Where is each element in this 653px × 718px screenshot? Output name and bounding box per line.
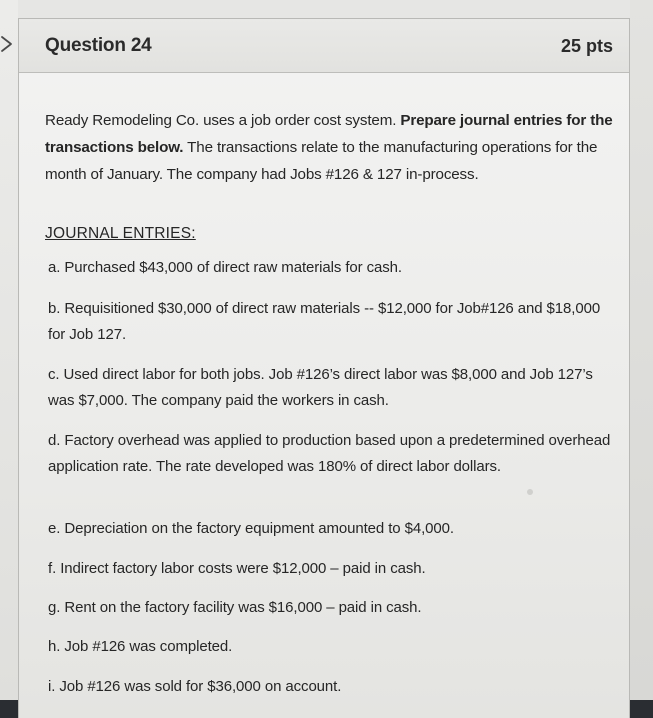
question-title: Question 24 bbox=[45, 35, 152, 56]
intro-text-start: Ready Remodeling Co. uses a job order cost system. bbox=[45, 112, 401, 129]
intro-text-end: The transactions relate to the manufacturing operations for the month of January. The company had Jobs #126 & 127 in-process. bbox=[45, 139, 598, 183]
entry-f: f. Indirect factory labor costs were $12,000 – paid in cash. bbox=[48, 560, 426, 577]
entry-i: i. Job #126 was sold for $36,000 on account. bbox=[48, 678, 342, 695]
question-header bbox=[19, 19, 629, 73]
left-gutter bbox=[0, 0, 18, 700]
question-card bbox=[18, 18, 630, 718]
entry-d: d. Factory overhead was applied to production based upon a predetermined overhead application rate. The rate developed was 180% of direct labor dollars. bbox=[48, 432, 611, 475]
question-points: 25 pts bbox=[560, 36, 613, 56]
right-margin bbox=[630, 0, 653, 700]
entry-b: b. Requisitioned $30,000 of direct raw materials -- $12,000 for Job#126 and $18,000 for Job 127. bbox=[48, 300, 601, 343]
chevron-right-icon[interactable] bbox=[0, 34, 16, 54]
entry-e: e. Depreciation on the factory equipment amounted to $4,000. bbox=[48, 520, 454, 537]
journal-entries-heading: JOURNAL ENTRIES: bbox=[45, 225, 196, 242]
entry-h: h. Job #126 was completed. bbox=[48, 638, 233, 655]
screen-speck bbox=[527, 489, 533, 495]
entry-a: a. Purchased $43,000 of direct raw materials for cash. bbox=[48, 259, 402, 276]
entry-g: g. Rent on the factory facility was $16,000 – paid in cash. bbox=[48, 599, 422, 616]
question-intro bbox=[45, 107, 615, 188]
entry-c: c. Used direct labor for both jobs. Job #126’s direct labor was $8,000 and Job 127’s was $7,000. The company paid the workers in cash. bbox=[48, 366, 593, 409]
intro-instruction: Prepare journal entries for the transactions below. bbox=[45, 112, 613, 156]
